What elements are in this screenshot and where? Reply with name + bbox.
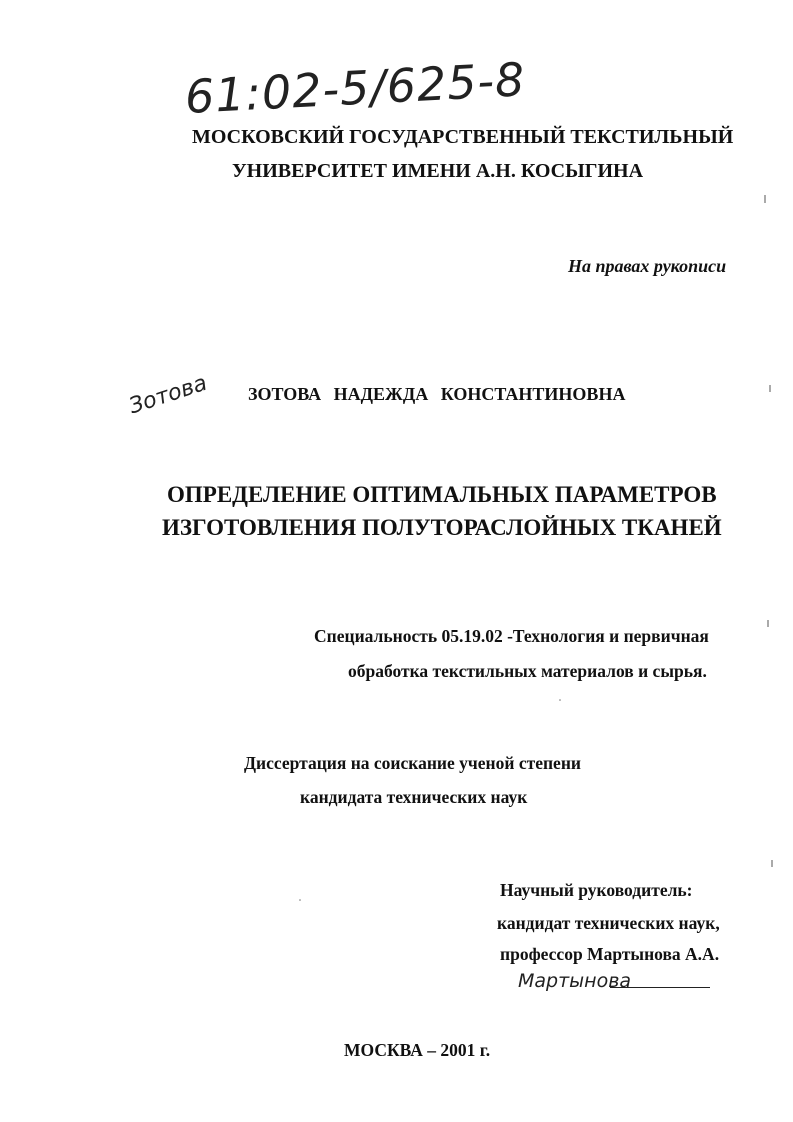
city-year: МОСКВА – 2001 г. xyxy=(344,1040,491,1060)
thesis-title-line1: ОПРЕДЕЛЕНИЕ ОПТИМАЛЬНЫХ ПАРАМЕТРОВ xyxy=(167,482,717,507)
university-name-line1: МОСКОВСКИЙ ГОСУДАРСТВЕННЫЙ ТЕКСТИЛЬНЫЙ xyxy=(192,126,734,148)
manuscript-rights-note: На правах рукописи xyxy=(568,256,727,276)
author-name: ЗОТОВА НАДЕЖДА КОНСТАНТИНОВНА xyxy=(248,384,626,404)
advisor-degree: кандидат технических наук, xyxy=(497,913,720,933)
university-name-line2: УНИВЕРСИТЕТ ИМЕНИ А.Н. КОСЫГИНА xyxy=(232,160,644,182)
handwritten-archive-code: 61:02-5/625-8 xyxy=(183,52,527,124)
advisor-signature: Мартынова xyxy=(518,970,632,992)
dissertation-line1: Диссертация на соискание ученой степени xyxy=(244,753,581,773)
advisor-heading: Научный руководитель: xyxy=(500,880,693,900)
thesis-title-line2: ИЗГОТОВЛЕНИЯ ПОЛУТОРАСЛОЙНЫХ ТКАНЕЙ xyxy=(162,515,722,540)
dissertation-line2: кандидата технических наук xyxy=(300,787,528,807)
specialty-line1: Специальность 05.19.02 -Технология и первичная xyxy=(314,626,709,646)
signature-line xyxy=(610,987,710,988)
handwritten-name-signature: Зотова xyxy=(126,370,211,420)
advisor-name: профессор Мартынова А.А. xyxy=(500,944,720,964)
specialty-line2: обработка текстильных материалов и сырья. xyxy=(348,661,707,681)
